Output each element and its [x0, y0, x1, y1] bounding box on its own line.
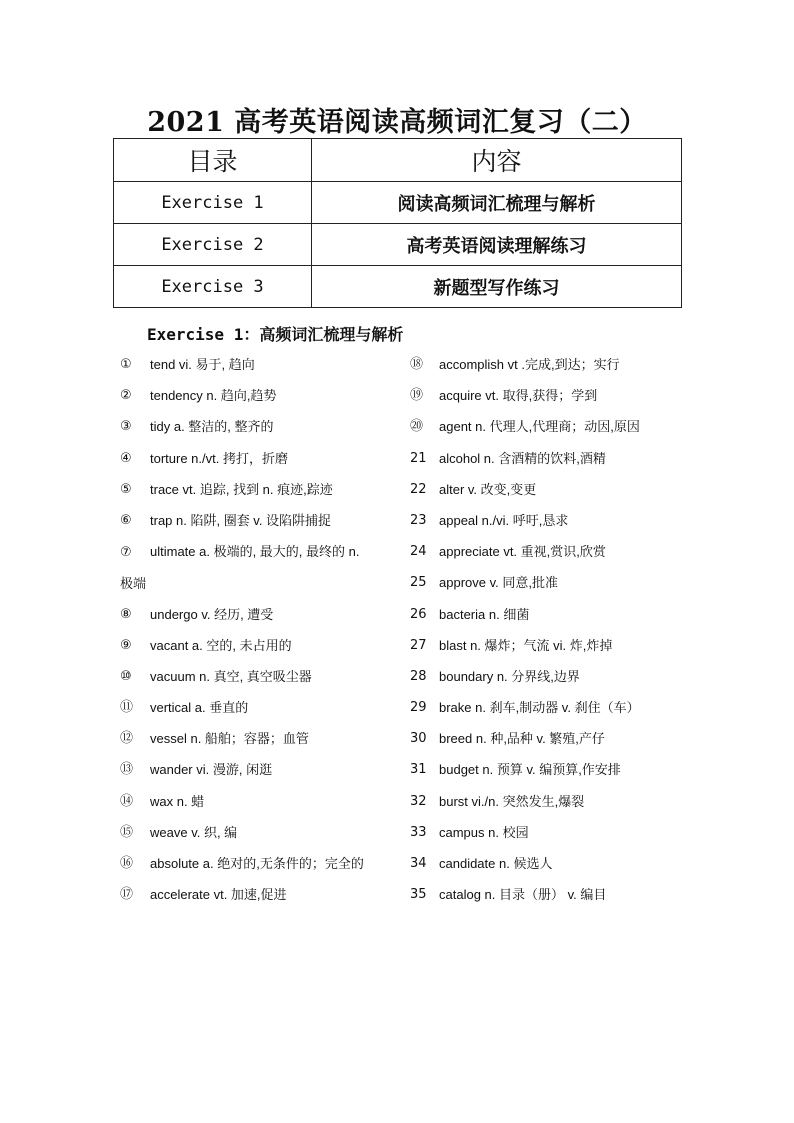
contents-description: 高考英语阅读理解练习: [312, 224, 682, 266]
vocab-number: 21: [410, 450, 427, 466]
vocab-entry: tendency n. 趋向,趋势: [150, 388, 277, 404]
vocab-item: [120, 726, 400, 757]
contents-row: [114, 182, 682, 224]
vocab-number: 28: [410, 668, 427, 684]
contents-exercise: Exercise 2: [114, 224, 312, 266]
vocab-number: ④: [120, 450, 132, 466]
vocab-entry: brake n. 刹车,制动器 v. 刹住（车）: [439, 700, 640, 716]
contents-exercise: Exercise 1: [114, 182, 312, 224]
vocab-entry: tidy a. 整洁的, 整齐的: [150, 419, 274, 435]
vocab-item: [120, 414, 400, 445]
vocab-number: 33: [410, 824, 427, 840]
vocab-item: [410, 633, 700, 664]
vocab-number: ①: [120, 357, 132, 372]
vocab-entry: accomplish vt .完成,到达；实行: [439, 357, 620, 372]
vocab-number: ⑳: [410, 419, 424, 435]
vocab-item: [120, 352, 400, 383]
vocab-item: [410, 352, 700, 383]
vocab-entry: ultimate a. 极端的, 最大的, 最终的 n.: [150, 544, 360, 560]
vocab-entry: boundary n. 分界线,边界: [439, 668, 580, 684]
vocab-item: [410, 508, 700, 539]
vocab-number: ⑲: [410, 388, 424, 404]
vocab-item: [410, 383, 700, 414]
vocab-entry: campus n. 校园: [439, 824, 529, 840]
vocab-number: ⑫: [120, 731, 134, 747]
vocab-entry: approve v. 同意,批准: [439, 575, 558, 591]
vocab-item: [120, 851, 400, 882]
vocab-item: [120, 633, 400, 664]
vocab-entry: alcohol n. 含酒精的饮料,酒精: [439, 450, 606, 466]
vocab-number: 35: [410, 887, 427, 903]
vocab-item: [410, 414, 700, 445]
vocab-item: [120, 539, 400, 601]
contents-table: [113, 138, 682, 308]
vocab-number: ⑥: [120, 512, 132, 528]
vocab-item: [120, 757, 400, 788]
vocab-item: [120, 602, 400, 633]
vocab-entry: vessel n. 船舶；容器；血管: [150, 731, 309, 747]
contents-header-content: 内容: [312, 139, 682, 182]
contents-exercise: Exercise 3: [114, 266, 312, 308]
vocab-number: 27: [410, 637, 427, 653]
vocab-number: ⑨: [120, 637, 132, 653]
vocab-entry: appeal n./vi. 呼吁,恳求: [439, 512, 569, 528]
vocab-item: [410, 695, 700, 726]
vocab-item: [410, 882, 700, 913]
vocab-entry: acquire vt. 取得,获得；学到: [439, 388, 598, 404]
vocab-item: [410, 789, 700, 820]
vocab-item: [410, 726, 700, 757]
vocab-number: 29: [410, 700, 427, 716]
vocab-entry: agent n. 代理人,代理商；动因,原因: [439, 419, 640, 435]
vocab-entry: absolute a. 绝对的,无条件的；完全的: [150, 856, 364, 872]
vocab-number: 26: [410, 606, 427, 622]
vocab-number: ⑯: [120, 856, 134, 872]
vocab-item: [120, 820, 400, 851]
vocab-entry: blast n. 爆炸；气流 vi. 炸,炸掉: [439, 637, 613, 653]
vocab-item: [410, 664, 700, 695]
vocab-item: [410, 539, 700, 570]
vocab-entry: budget n. 预算 v. 编预算,作安排: [439, 762, 621, 778]
vocab-item: [410, 820, 700, 851]
vocab-item: [120, 383, 400, 414]
vocab-entry: accelerate vt. 加速,促进: [150, 887, 287, 903]
vocab-entry-continuation: 极端: [120, 576, 147, 592]
vocab-number: 23: [410, 512, 427, 528]
vocab-list-right: [410, 352, 700, 913]
vocab-number: 22: [410, 481, 427, 497]
vocab-entry: breed n. 种,品种 v. 繁殖,产仔: [439, 731, 605, 747]
vocab-number: ⑱: [410, 357, 424, 372]
vocab-number: ⑧: [120, 606, 132, 622]
vocab-number: 31: [410, 762, 427, 778]
contents-header-row: [114, 139, 682, 182]
vocab-entry: vacant a. 空的, 未占用的: [150, 637, 292, 653]
contents-header-directory: 目录: [114, 139, 312, 182]
vocab-number: ③: [120, 419, 132, 435]
vocab-item: [120, 664, 400, 695]
vocab-number: 24: [410, 544, 427, 560]
vocab-item: [120, 789, 400, 820]
vocab-entry: vacuum n. 真空, 真空吸尘器: [150, 668, 312, 684]
vocab-number: ⑪: [120, 700, 134, 716]
vocab-entry: weave v. 织, 编: [150, 824, 238, 840]
vocab-entry: wax n. 蜡: [150, 793, 205, 809]
vocab-number: ⑩: [120, 668, 132, 684]
vocab-number: 30: [410, 731, 427, 747]
vocab-entry: candidate n. 候选人: [439, 856, 553, 871]
vocab-entry: catalog n. 目录（册） v. 编目: [439, 887, 607, 903]
vocab-item: [410, 570, 700, 601]
vocab-number: ⑦: [120, 545, 132, 561]
vocab-item: [120, 446, 400, 477]
vocab-number: ⑤: [120, 481, 132, 497]
vocab-item: [120, 508, 400, 539]
vocab-list-left: [120, 352, 400, 913]
vocab-number: 32: [410, 793, 427, 809]
vocab-entry: appreciate vt. 重视,赏识,欣赏: [439, 544, 606, 560]
document-title: 2021 高考英语阅读高频词汇复习（二）: [147, 107, 647, 138]
vocab-entry: trap n. 陷阱, 圈套 v. 设陷阱捕捉: [150, 512, 332, 528]
vocab-item: [410, 851, 700, 882]
vocab-entry: burst vi./n. 突然发生,爆裂: [439, 793, 585, 809]
vocab-number: 25: [410, 575, 427, 591]
vocab-entry: wander vi. 漫游, 闲逛: [150, 762, 273, 778]
contents-description: 新题型写作练习: [312, 266, 682, 308]
vocab-item: [120, 695, 400, 726]
vocab-entry: bacteria n. 细菌: [439, 606, 530, 622]
vocab-item: [410, 446, 700, 477]
vocab-number: ⑰: [120, 887, 134, 903]
vocab-entry: vertical a. 垂直的: [150, 700, 249, 716]
vocab-entry: alter v. 改变,变更: [439, 481, 537, 497]
vocab-entry: undergo v. 经历, 遭受: [150, 606, 274, 622]
vocab-number: ⑭: [120, 793, 134, 809]
vocab-number: ②: [120, 388, 132, 404]
vocab-number: 34: [410, 856, 427, 871]
section-title: Exercise 1：高频词汇梳理与解析: [147, 325, 404, 344]
vocab-entry: tend vi. 易于, 趋向: [150, 357, 255, 372]
vocab-item: [410, 477, 700, 508]
contents-row: [114, 224, 682, 266]
contents-description: 阅读高频词汇梳理与解析: [312, 182, 682, 224]
vocab-item: [120, 477, 400, 508]
contents-row: [114, 266, 682, 308]
vocab-item: [410, 602, 700, 633]
vocab-entry: torture n./vt. 拷打，折磨: [150, 450, 288, 466]
vocab-item: [120, 882, 400, 913]
vocab-number: ⑮: [120, 824, 134, 840]
vocab-number: ⑬: [120, 762, 134, 778]
vocab-entry: trace vt. 追踪, 找到 n. 痕迹,踪迹: [150, 481, 333, 497]
vocab-item: [410, 757, 700, 788]
